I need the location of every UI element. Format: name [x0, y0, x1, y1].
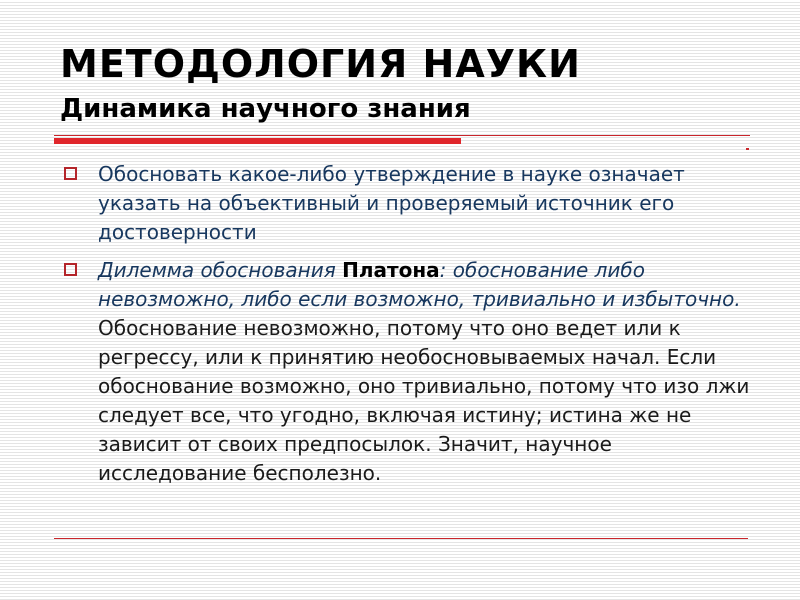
bullet-text: Обосновать какое-либо утверждение в науке означает указать на объективный и проверяемый источник его достоверности [98, 162, 685, 244]
bullet-item-plato-dilemma [62, 256, 762, 488]
header-divider-end-mark [746, 148, 749, 150]
dilemma-explanation: Обоснование невозможно, потому что оно ведет или к регрессу, или к принятию необосновываемых начал. Если обоснование возможно, оно тривиально, потому что изо лжи следует все, что угодно, включая истину; истина же не зависит от своих предпосылок. Значит, научное исследование бесполезно. [98, 316, 750, 485]
square-bullet-icon [64, 263, 77, 276]
dilemma-statement: : обоснование либо невозможно, либо если возможно, тривиально и избыточно. [98, 258, 741, 311]
dilemma-lead: Дилемма обоснования [98, 258, 343, 282]
slide-subtitle: Динамика научного знания [60, 94, 471, 124]
bullet-list [62, 160, 762, 497]
slide-title: МЕТОДОЛОГИЯ НАУКИ [60, 42, 581, 86]
square-bullet-icon [64, 167, 77, 180]
bullet-item-justification [62, 160, 762, 247]
footer-divider [54, 538, 748, 539]
plato-name: Платона [342, 258, 440, 282]
header-divider-accent [54, 138, 461, 144]
header-divider-thin [54, 135, 750, 136]
